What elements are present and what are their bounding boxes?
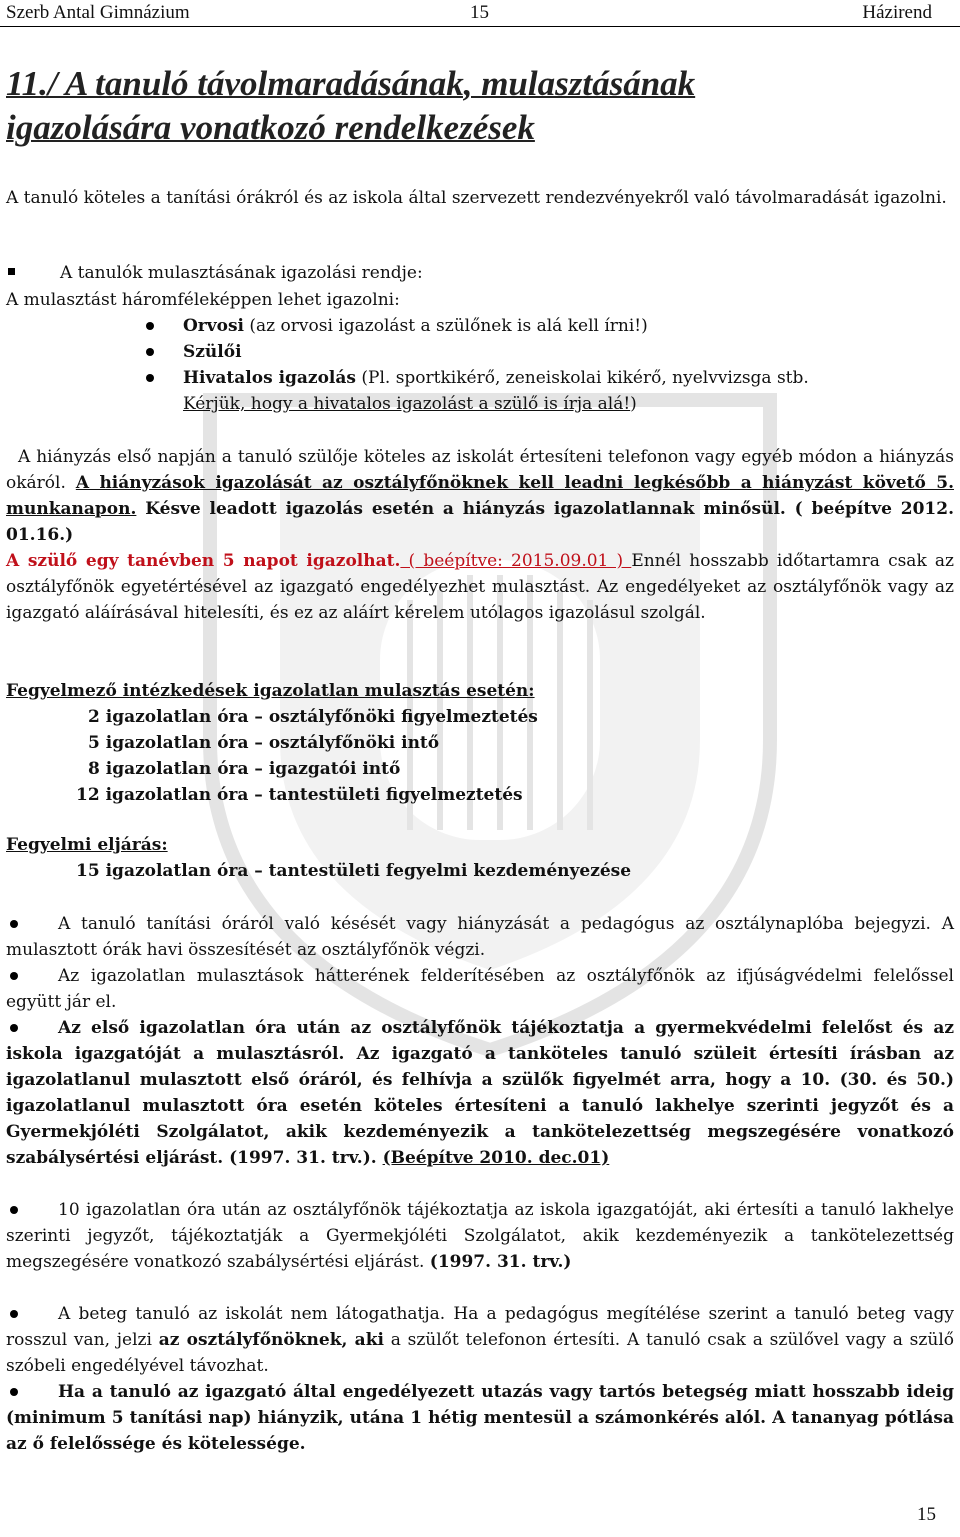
rule-note: Kérjük, hogy a hivatalos igazolást a szülő is írja alá!) [183, 394, 637, 414]
title-line-2: igazolására vonatkozó rendelkezések [6, 108, 535, 147]
bullet-paragraph-investigation: Az igazolatlan mulasztások hátterének felderítésében az osztályfőnök az ifjúságvédelmi felelőssel együtt jár el. [6, 966, 954, 1012]
discipline-item: 12 igazolatlan óra – tantestületi figyelmeztetés [76, 785, 523, 805]
bullet-icon [146, 348, 154, 356]
discipline-item: 8 igazolatlan óra – igazgatói intő [88, 759, 401, 779]
title-line-1: 11./ A tanuló távolmaradásának, mulasztásának [6, 64, 696, 103]
discipline-item: 2 igazolatlan óra – osztályfőnöki figyelmeztetés [88, 707, 538, 727]
footer-page-number: 15 [917, 1504, 936, 1525]
section-title [6, 62, 954, 150]
discipline-item: 5 igazolatlan óra – osztályfőnöki intő [88, 733, 440, 753]
header-school: Szerb Antal Gimnázium [6, 2, 190, 23]
intro-paragraph: A tanuló köteles a tanítási órákról és az iskola által szervezett rendezvényekről való távolmaradását igazolni. [6, 188, 947, 208]
page-header [0, 0, 960, 27]
discipline-heading: Fegyelmező intézkedések igazolatlan mulasztás esetén: [6, 681, 535, 701]
rule-item-medical: Orvosi (az orvosi igazolást a szülőnek is alá kell írni!) [183, 316, 648, 336]
bullet-paragraph-sick-student: A beteg tanuló az iskolát nem látogathatja. Ha a pedagógus megítélése szerint a tanuló beteg vagy rosszul van, jelzi az osztályfőnöknek, aki a szülőt telefonon értesíti. A tanuló csak a szülővel vagy a szülő szóbeli engedélyével távozhat. [6, 1304, 954, 1376]
procedure-item: 15 igazolatlan óra – tantestületi fegyelmi kezdeményezése [76, 861, 632, 881]
rule-item-parent: Szülői [183, 342, 242, 362]
bullet-icon [146, 322, 154, 330]
header-document-name: Házirend [862, 2, 932, 23]
bullet-paragraph-ten-hours: 10 igazolatlan óra után az osztályfőnök tájékoztatja az iskola igazgatóját, aki értesíti a tanuló lakhelye szerinti jegyzőt, tájékoztatják a Gyermekjóléti Szolgálatot, akik kezdeményezik a tankötelezettség megszegésére vonatkozó szabálysértési eljárást. (1997. 31. trv.) [6, 1200, 954, 1272]
bullet-paragraph-first-unexcused: Az első igazolatlan óra után az osztályfőnök tájékoztatja a gyermekvédelmi felelőst és az iskola igazgatóját a mulasztásról. Az igazgató a tanköteles tanuló szüleit értesíti írásban az igazolatlanul mulasztott első óráról, és felhívja a szülők figyelmét arra, hogy a 10. (30. és 50.) igazolatlanul mulasztott óra esetén köteles értesíteni a tanuló lakhelye szerinti jegyzőt és a Gyermekjóléti Szolgálatot, akik kezdeményezik a tankötelezettség megszegésére vonatkozó szabálysértési eljárást. (1997. 31. trv.). (Beépítve 2010. dec.01) [6, 1018, 954, 1168]
rules-heading: A tanulók mulasztásának igazolási rendje: [60, 263, 423, 283]
header-page-number: 15 [470, 2, 489, 23]
absence-paragraph: A hiányzás első napján a tanuló szülője köteles az iskolát értesíteni telefonon vagy egyéb módon a hiányzás okáról. A hiányzások igazolását az osztályfőnöknek kell leadni legkésőbb a hiányzást követő 5. munkanapon. Késve leadott igazolás esetén a hiányzás igazolatlannak minősül. ( beépítve 2012. 01.16.) [6, 447, 954, 545]
rules-subheading: A mulasztást háromféleképpen lehet igazolni: [6, 290, 400, 310]
parent-limit-paragraph: A szülő egy tanévben 5 napot igazolhat. ( beépítve: 2015.09.01 ) Ennél hosszabb időtartamra csak az osztályfőnök egyetértésével az igazgató engedélyezhet mulasztást. Az engedélyeket az osztályfőnök vagy az igazgató aláírásával hitelesíti, és ez az aláírt kérelem utólagos igazolásul szolgál. [6, 551, 954, 623]
square-bullet-icon [8, 268, 15, 275]
bullet-icon [146, 374, 154, 382]
bullet-paragraph-exemption: Ha a tanuló az igazgató által engedélyezett utazás vagy tartós betegség miatt hosszabb ideig (minimum 5 tanítási nap) hiányzik, utána 1 hétig mentesül a számonkérés alól. A tananyag pótlása az ő felelőssége és kötelessége. [6, 1382, 954, 1454]
rule-item-official: Hivatalos igazolás (Pl. sportkikérő, zeneiskolai kikérő, nyelvvizsga stb. [183, 368, 809, 388]
bullet-paragraph-late: A tanuló tanítási óráról való késését vagy hiányzását a pedagógus az osztálynaplóba bejegyzi. A mulasztott órák havi összesítését az osztályfőnök végzi. [6, 914, 954, 960]
procedure-heading: Fegyelmi eljárás: [6, 835, 168, 855]
